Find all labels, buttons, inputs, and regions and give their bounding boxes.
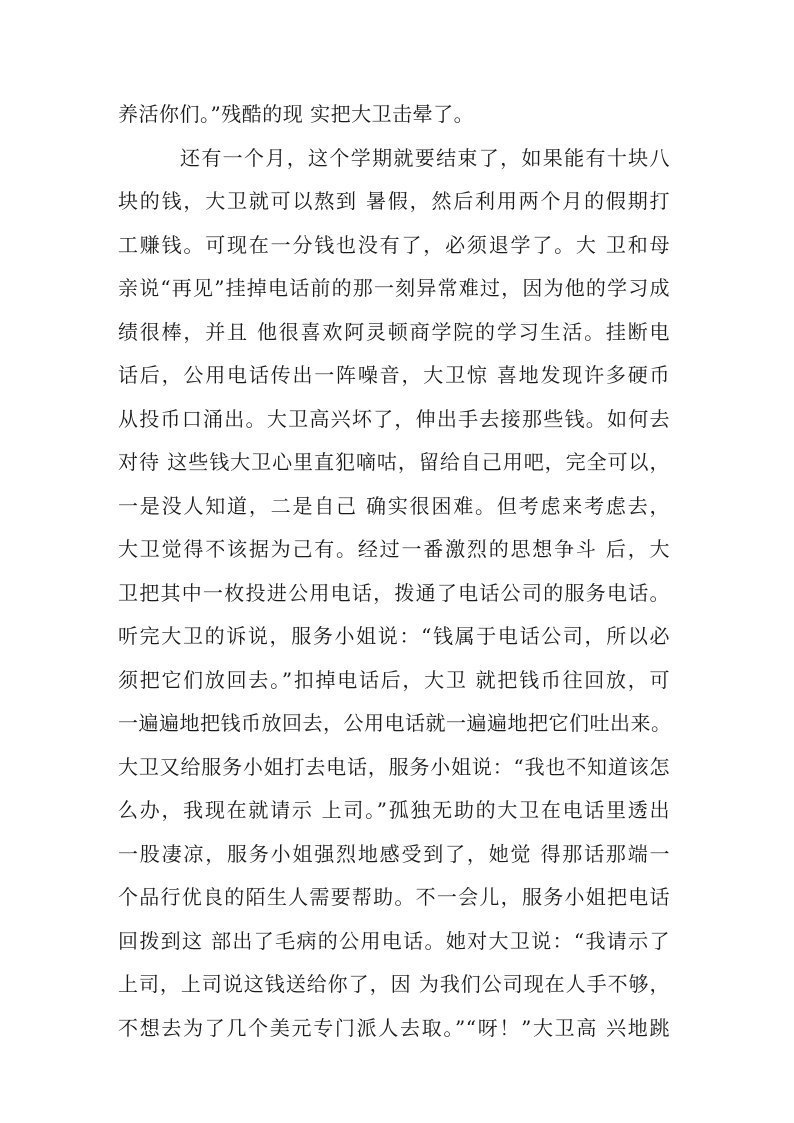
text-line: 个品行优良的陌生人需要帮助。不一会儿，服务小姐把电话 bbox=[118, 885, 670, 909]
text-line: 不想去为了几个美元专门派人去取。”“呀！”大卫高 兴地跳 bbox=[118, 1015, 670, 1040]
text-line: 须把它们放回去。”扣掉电话后，大卫 就把钱币往回放，可 bbox=[118, 667, 670, 692]
text-line: 一股凄凉，服务小姐强烈地感受到了，她觉 得那话那端一 bbox=[118, 841, 670, 866]
text-line: 话后，公用电话传出一阵噪音，大卫惊 喜地发现许多硬币 bbox=[118, 363, 670, 387]
text-line: 绩很棒，并且 他很喜欢阿灵顿商学院的学习生活。挂断电 bbox=[118, 319, 670, 344]
body-text bbox=[118, 93, 670, 1050]
text-line: 块的钱，大卫就可以熬到 暑假，然后利用两个月的假期打 bbox=[118, 189, 670, 213]
text-line: 大卫又给服务小姐打去电话，服务小姐说：“我也不知道该怎 bbox=[118, 754, 670, 779]
text-line: 还有一个月，这个学期就要结束了，如果能有十块八 bbox=[180, 145, 670, 170]
text-line: 一遍遍地把钱币放回去，公用电话就一遍遍地把它们吐出来。 bbox=[118, 711, 672, 735]
text-line: 亲说“再见”挂掉电话前的那一刻异常难过，因为他的学习成 bbox=[118, 276, 670, 300]
text-line: 对待 这些钱大卫心里直犯嘀咕，留给自己用吧，完全可以， bbox=[118, 450, 670, 474]
text-line: 么办，我现在就请示 上司。”孤独无助的大卫在电话里透出 bbox=[118, 798, 670, 822]
text-line: 回拨到这 部出了毛病的公用电话。她对大卫说：“我请示了 bbox=[118, 928, 670, 953]
text-line: 养活你们。”残酷的现 实把大卫击晕了。 bbox=[118, 102, 475, 126]
text-line: 从投币口涌出。大卫高兴坏了，伸出手去接那些钱。如何去 bbox=[118, 406, 670, 431]
text-line: 工赚钱。可现在一分钱也没有了，必须退学了。大 卫和母 bbox=[118, 232, 670, 257]
text-line: 一是没人知道，二是自己 确实很困难。但考虑来考虑去， bbox=[118, 493, 670, 518]
text-line: 上司，上司说这钱送给你了，因 为我们公司现在人手不够， bbox=[118, 972, 670, 996]
text-line: 卫把其中一枚投进公用电话，拨通了电话公司的服务电话。 bbox=[118, 580, 670, 605]
text-line: 大卫觉得不该据为己有。经过一番激烈的思想争斗 后，大 bbox=[118, 537, 670, 561]
text-line: 听完大卫的诉说，服务小姐说：“钱属于电话公司，所以必 bbox=[118, 624, 670, 648]
